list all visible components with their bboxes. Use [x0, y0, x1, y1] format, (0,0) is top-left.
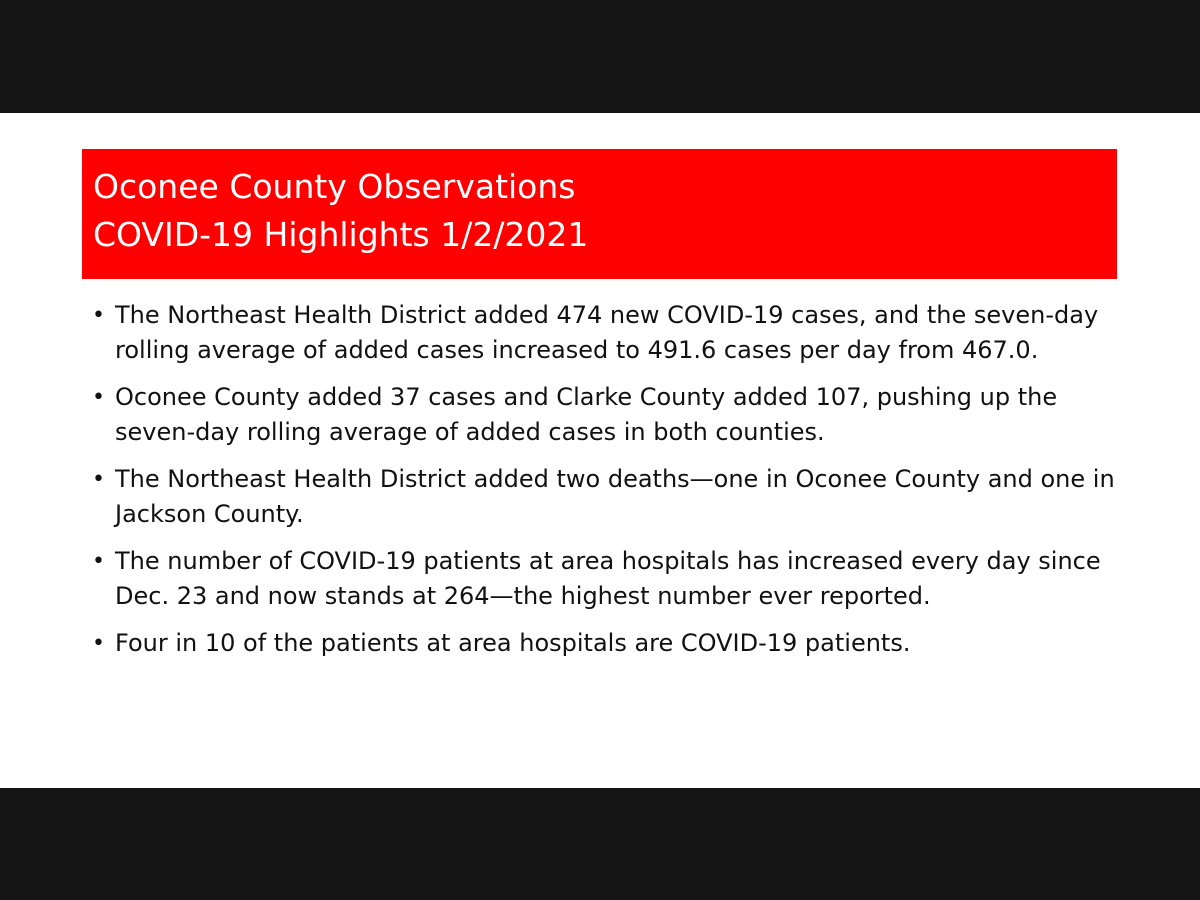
bullet-text: The Northeast Health District added two deaths—one in Oconee County and one in Jackson County. — [115, 465, 1115, 528]
slide-title-line-2: COVID-19 Highlights 1/2/2021 — [93, 215, 589, 254]
bullet-dot-icon: • — [92, 303, 105, 328]
bullet-dot-icon: • — [92, 467, 105, 492]
bullet-dot-icon: • — [92, 385, 105, 410]
bullet-item — [90, 298, 1120, 368]
title-banner — [82, 149, 1117, 279]
bullet-list — [90, 298, 1120, 673]
bullet-item — [90, 380, 1120, 450]
bullet-item — [90, 544, 1120, 614]
bullet-text: The Northeast Health District added 474 new COVID-19 cases, and the seven-day rolling average of added cases increased to 491.6 cases per day from 467.0. — [115, 301, 1099, 364]
bullet-item — [90, 626, 1120, 661]
bullet-text: Four in 10 of the patients at area hospitals are COVID-19 patients. — [115, 629, 911, 657]
bullet-item — [90, 462, 1120, 532]
bullet-text: Oconee County added 37 cases and Clarke County added 107, pushing up the seven-day rolling average of added cases in both counties. — [115, 383, 1058, 446]
letterbox-bottom — [0, 788, 1200, 900]
letterbox-top — [0, 0, 1200, 113]
slide — [0, 113, 1200, 788]
bullet-dot-icon: • — [92, 631, 105, 656]
slide-title-line-1: Oconee County Observations — [93, 167, 576, 206]
bullet-dot-icon: • — [92, 549, 105, 574]
bullet-text: The number of COVID-19 patients at area hospitals has increased every day since Dec. 23 and now stands at 264—the highest number ever reported. — [115, 547, 1101, 610]
